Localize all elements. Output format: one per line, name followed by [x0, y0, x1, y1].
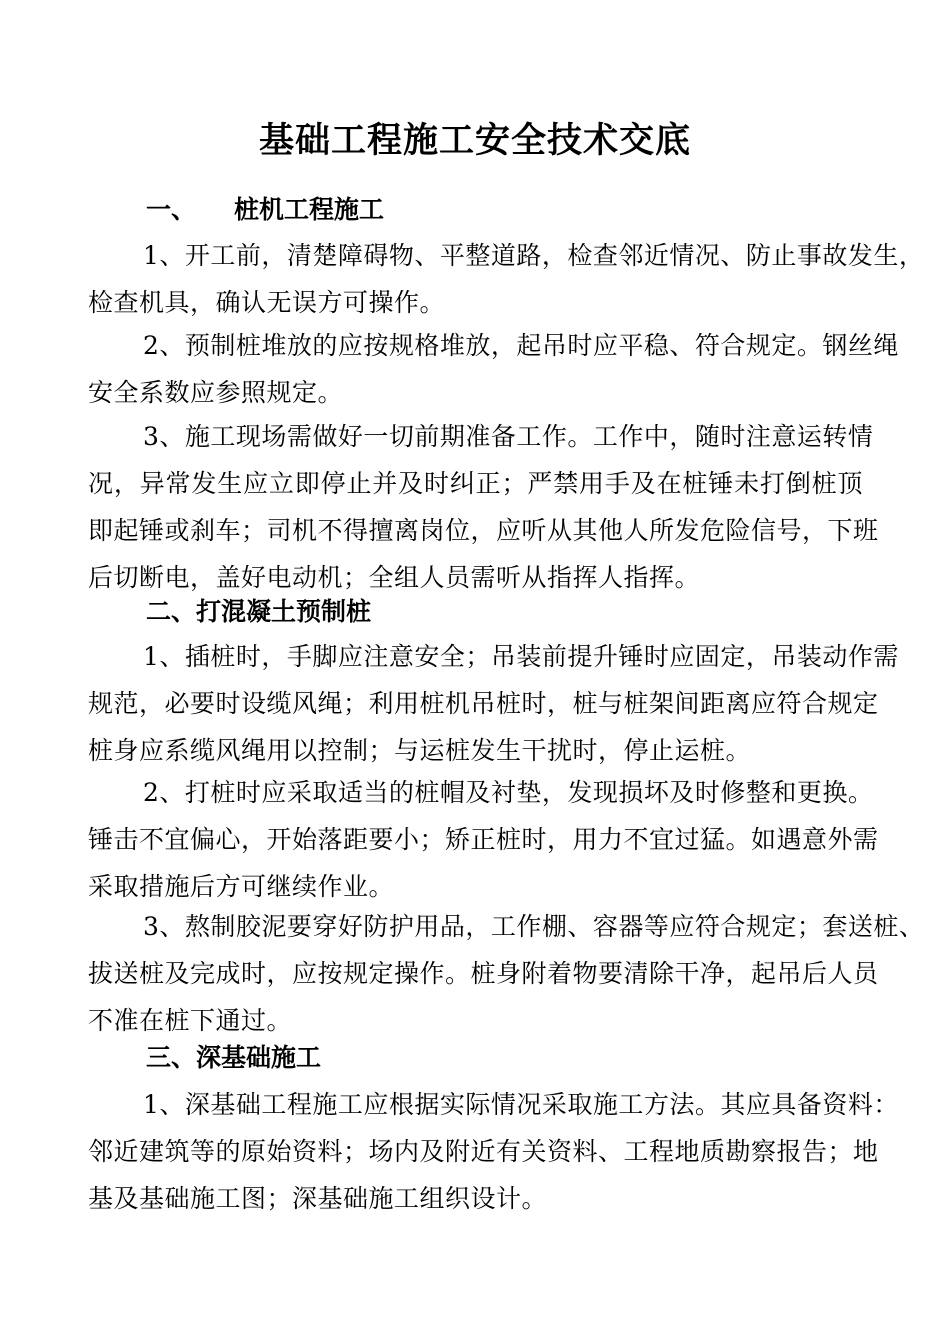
paragraph-line: 即起锤或刹车；司机不得擅离岗位，应听从其他人所发危险信号，下班	[88, 516, 879, 545]
paragraph-line: 安全系数应参照规定。	[88, 378, 344, 407]
paragraph-line: 1、深基础工程施工应根据实际情况采取施工方法。其应具备资料：	[143, 1090, 899, 1119]
paragraph-line: 锤击不宜偏心，开始落距要小；矫正桩时，用力不宜过猛。如遇意外需	[88, 825, 879, 854]
paragraph-line: 后切断电，盖好电动机；全组人员需听从指挥人指挥。	[88, 563, 701, 592]
paragraph-line: 采取措施后方可继续作业。	[88, 872, 395, 901]
document-title: 基础工程施工安全技术交底	[258, 120, 691, 161]
paragraph	[88, 633, 899, 774]
paragraph	[88, 232, 925, 326]
paragraph	[88, 413, 879, 601]
paragraph-line: 1、插桩时，手脚应注意安全；吊装前提升锤时应固定，吊装动作需	[143, 642, 899, 671]
paragraph-line: 况，异常发生应立即停止并及时纠正；严禁用手及在桩锤未打倒桩顶	[88, 469, 863, 498]
paragraph-line: 桩身应系缆风绳用以控制；与运桩发生干扰时，停止运桩。	[88, 736, 752, 765]
paragraph-line: 2、打桩时应采取适当的桩帽及衬垫，发现损坏及时修整和更换。	[143, 778, 874, 807]
paragraph-line: 拔送桩及完成时，应按规定操作。桩身附着物要清除干净，起吊后人员	[88, 959, 879, 988]
paragraph-line: 2、预制桩堆放的应按规格堆放，起吊时应平稳、符合规定。钢丝绳	[143, 331, 899, 360]
paragraph	[88, 322, 899, 416]
paragraph-line: 不准在桩下通过。	[88, 1006, 293, 1035]
paragraph-line: 3、熬制胶泥要穿好防护用品，工作棚、容器等应符合规定；套送桩、	[143, 912, 925, 941]
paragraph-line: 基及基础施工图；深基础施工组织设计。	[88, 1184, 548, 1213]
section-number: 一、	[146, 195, 197, 224]
paragraph	[88, 1081, 899, 1222]
paragraph-line: 3、施工现场需做好一切前期准备工作。工作中，随时注意运转情	[143, 422, 874, 451]
paragraph-line: 规范，必要时设缆风绳；利用桩机吊桩时，桩与桩架间距离应符合规定	[88, 689, 879, 718]
section-heading-2: 二、打混凝土预制桩	[146, 597, 372, 626]
paragraph	[88, 903, 925, 1044]
section-heading-3: 三、深基础施工	[146, 1043, 322, 1072]
paragraph	[88, 769, 879, 910]
section-heading-1	[146, 190, 384, 230]
paragraph-line: 检查机具，确认无误方可操作。	[88, 288, 446, 317]
section-title: 桩机工程施工	[234, 195, 385, 224]
paragraph-line: 邻近建筑等的原始资料；场内及附近有关资料、工程地质勘察报告；地	[88, 1137, 879, 1166]
paragraph-line: 1、开工前，清楚障碍物、平整道路，检查邻近情况、防止事故发生，	[143, 241, 925, 270]
